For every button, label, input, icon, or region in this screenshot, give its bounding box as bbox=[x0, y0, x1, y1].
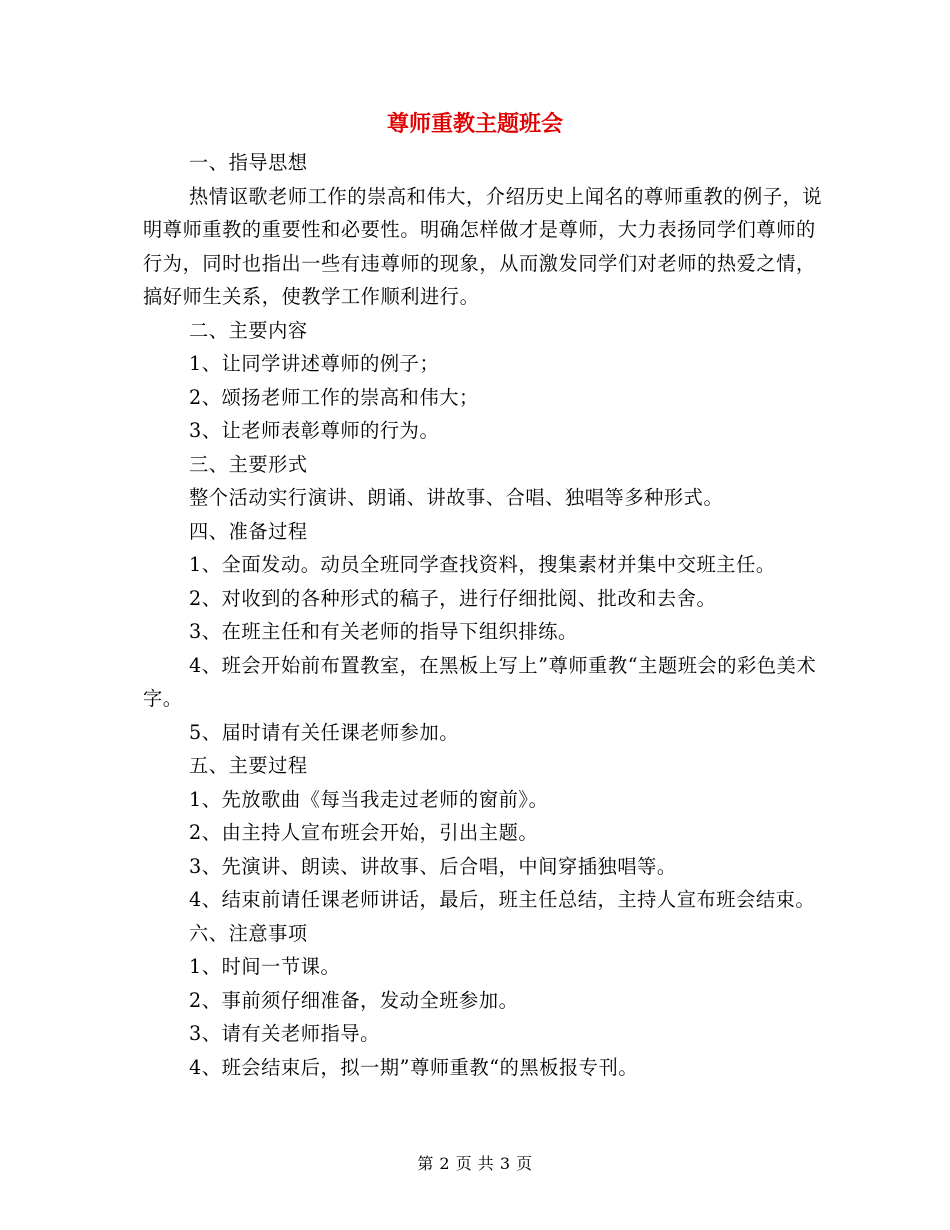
guiding-ideology-paragraph: 热情讴歌老师工作的崇高和伟大，介绍历史上闻名的尊师重教的例子，说明尊师重教的重要性和必要性。明确怎样做才是尊师，大力表扬同学们尊师的行为，同时也指出一些有违尊师的现象，从而激发同学们对老师的热爱之情，搞好师生关系，使教学工作顺利进行。 bbox=[143, 184, 823, 308]
list-item: 2、事前须仔细准备，发动全班参加。 bbox=[189, 988, 519, 1012]
document-title: 尊师重教主题班会 bbox=[386, 111, 563, 137]
list-item: 1、先放歌曲《每当我走过老师的窗前》。 bbox=[189, 787, 549, 811]
page-footer: 第 2 页 共 3 页 bbox=[417, 1154, 533, 1173]
main-form-paragraph: 整个活动实行演讲、朗诵、讲故事、合唱、独唱等多种形式。 bbox=[189, 486, 724, 509]
list-item: 5、届时请有关任课老师参加。 bbox=[189, 720, 460, 744]
list-item: 3、在班主任和有关老师的指导下组织排练。 bbox=[189, 620, 578, 643]
list-item: 3、让老师表彰尊师的行为。 bbox=[189, 419, 440, 442]
document-body bbox=[143, 146, 823, 1084]
list-item: 3、先演讲、朗读、讲故事、后合唱，中间穿插独唱等。 bbox=[189, 854, 677, 878]
section-heading-main-content: 二、主要内容 bbox=[189, 318, 308, 342]
list-item: 4、班会开始前布置教室，在黑板上写上”尊师重教“主题班会的彩色美术字。 bbox=[143, 653, 817, 710]
list-item: 4、结束前请任课老师讲话，最后，班主任总结，主持人宣布班会结束。 bbox=[189, 888, 816, 911]
list-item: 3、请有关老师指导。 bbox=[189, 1022, 380, 1045]
section-heading-main-process: 五、主要过程 bbox=[189, 754, 308, 777]
section-heading-guiding-ideology: 一、指导思想 bbox=[189, 151, 308, 174]
list-item: 1、让同学讲述尊师的例子； bbox=[189, 352, 440, 375]
list-item: 1、全面发动。动员全班同学查找资料，搜集素材并集中交班主任。 bbox=[189, 553, 776, 576]
list-item: 2、颂扬老师工作的崇高和伟大； bbox=[189, 385, 479, 409]
section-heading-main-form: 三、主要形式 bbox=[189, 452, 308, 476]
list-item: 1、时间一节课。 bbox=[189, 955, 341, 978]
section-heading-notes: 六、注意事项 bbox=[189, 921, 308, 945]
section-heading-preparation: 四、准备过程 bbox=[189, 519, 308, 543]
list-item: 4、班会结束后，拟一期”尊师重教“的黑板报专刊。 bbox=[189, 1055, 639, 1079]
list-item: 2、对收到的各种形式的稿子，进行仔细批阅、批改和去舍。 bbox=[189, 586, 717, 610]
list-item: 2、由主持人宣布班会开始，引出主题。 bbox=[189, 821, 539, 844]
